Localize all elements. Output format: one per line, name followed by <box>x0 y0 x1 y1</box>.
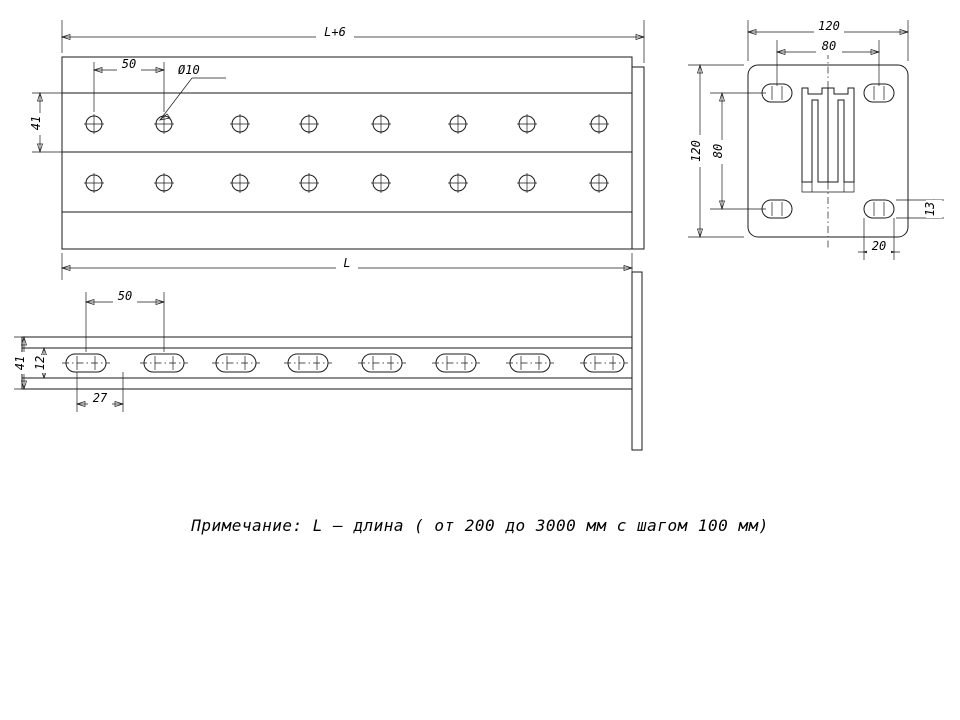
dim-label-edge-offset: 13 <box>923 201 937 217</box>
dim-label-hole-diameter: Ø10 <box>178 63 200 77</box>
dim-label-overall-bottom: L <box>343 256 351 270</box>
dim-label-inner-width: 80 <box>821 39 837 53</box>
dim-label-inner-height: 80 <box>711 143 725 159</box>
front-dim-overall-bottom <box>62 253 632 280</box>
dim-label-pitch-side: 50 <box>117 289 133 303</box>
dim-label-height-side: 41 <box>13 355 27 371</box>
front-view-body <box>62 57 632 249</box>
front-view <box>29 20 644 280</box>
dim-label-slot-height: 12 <box>33 355 47 371</box>
dim-label-overall-top: L+6 <box>324 25 346 39</box>
note-text: Примечание: L — длина ( от 200 до 3000 мм с шагом 100 мм) <box>191 516 769 535</box>
side-view <box>13 272 642 450</box>
side-end-plate <box>632 272 642 450</box>
dim-label-pitch-front: 50 <box>121 57 137 71</box>
dim-label-edge-front: 41 <box>29 115 43 131</box>
front-end-plate <box>632 67 644 249</box>
dim-label-slot-length: 27 <box>92 391 108 405</box>
dim-label-slot-offset: 20 <box>871 239 887 253</box>
dim-label-plate-height: 120 <box>689 140 703 162</box>
dim-label-plate-width: 120 <box>818 19 840 33</box>
end-view <box>688 19 944 260</box>
